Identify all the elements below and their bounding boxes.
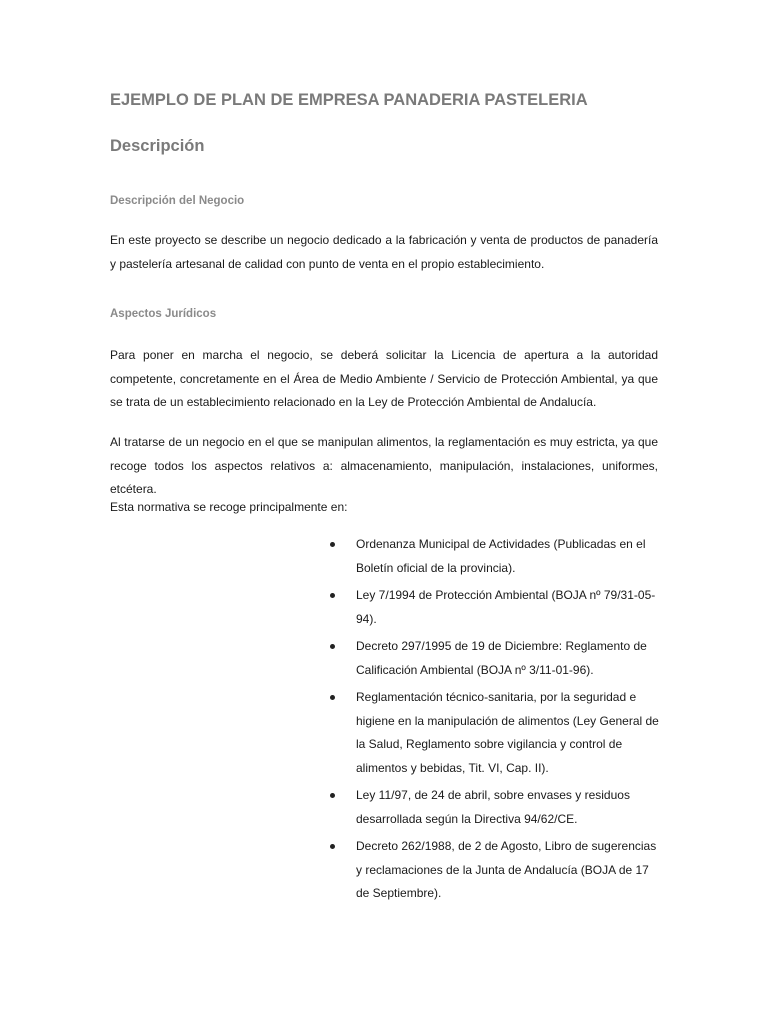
list-item: Ley 7/1994 de Protección Ambiental (BOJA nº 79/31-05-94). [330, 584, 660, 631]
bullet-icon [330, 844, 335, 849]
list-item: Ley 11/97, de 24 de abril, sobre envases y residuos desarrollada según la Directiva 94/62/CE. [330, 784, 660, 831]
bullet-icon [330, 793, 335, 798]
regulations-list [330, 533, 660, 910]
document-page [110, 0, 658, 1024]
list-item: Decreto 262/1988, de 2 de Agosto, Libro de sugerencias y reclamaciones de la Junta de Andalucía (BOJA de 17 de Septiembre). [330, 835, 660, 906]
bullet-icon [330, 644, 335, 649]
paragraph-license: Para poner en marcha el negocio, se deberá solicitar la Licencia de apertura a la autoridad competente, concretamente en el Área de Medio Ambiente / Servicio de Protección Ambiental, ya que se trata de un establecimiento relacionado en la Ley de Protección Ambiental de Andalucía. [110, 348, 658, 409]
paragraph-business-description: En este proyecto se describe un negocio dedicado a la fabricación y venta de productos de panadería y pastelería artesanal de calidad con punto de venta en el propio establecimiento. [110, 233, 658, 271]
document-title: EJEMPLO DE PLAN DE EMPRESA PANADERIA PASTELERIA [110, 91, 588, 109]
paragraph-regulation: Al tratarse de un negocio en el que se manipulan alimentos, la reglamentación es muy estricta, ya que recoge todos los aspectos relativos a: almacenamiento, manipulación, instalaciones, uniformes, etcétera. [110, 435, 658, 496]
bullet-icon [330, 542, 335, 547]
list-item: Ordenanza Municipal de Actividades (Publicadas en el Boletín oficial de la provincia). [330, 533, 660, 580]
list-item: Decreto 297/1995 de 19 de Diciembre: Reglamento de Calificación Ambiental (BOJA nº 3/11-01-96). [330, 635, 660, 682]
subheading-business-description: Descripción del Negocio [110, 195, 245, 207]
bullet-icon [330, 593, 335, 598]
list-item: Reglamentación técnico-sanitaria, por la seguridad e higiene en la manipulación de alimentos (Ley General de la Salud, Reglamento sobre vigilancia y control de alimentos y bebidas, Tit. VI, Cap. II). [330, 686, 660, 780]
paragraph-normative-intro: Esta normativa se recoge principalmente en: [110, 500, 348, 514]
section-title: Descripción [110, 137, 205, 155]
bullet-icon [330, 695, 335, 700]
subheading-legal-aspects: Aspectos Jurídicos [110, 308, 217, 320]
